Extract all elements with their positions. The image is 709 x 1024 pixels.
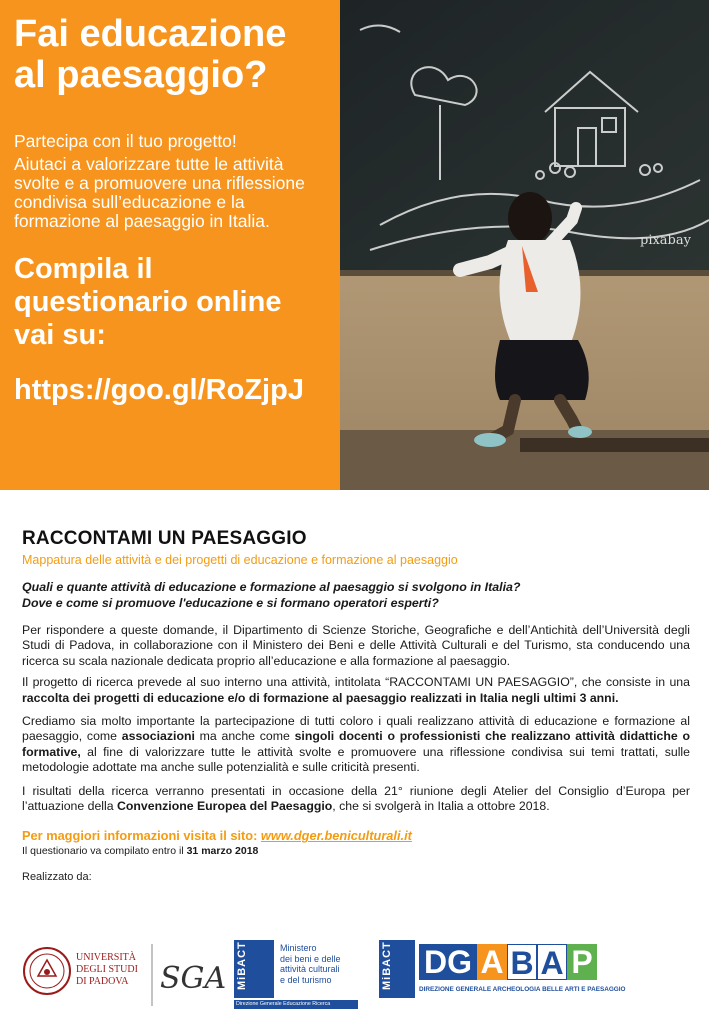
text-run-bold: singoli docenti o professionisti che realizzano attività didattiche o formative,	[22, 729, 690, 759]
logo-text: e del turismo	[280, 974, 332, 985]
hero-title-line: al paesaggio?	[14, 54, 268, 96]
ministry-bar: Direzione Generale Educazione Ricerca	[234, 1000, 358, 1009]
logo-text: DEGLI STUDI	[76, 964, 138, 975]
hero-intro-text: Aiutaci a valorizzare tutte le attività svolte e a promuovere una riflessione condivisa sull’educazione e la formazione al paesaggio in Italia.	[14, 154, 305, 231]
mibact-emblem-icon	[379, 940, 415, 998]
text-run: , che si svolgerà in Italia a ottobre 2018.	[332, 799, 550, 814]
dgabap-letter: B	[507, 944, 537, 980]
hero-cta-line: Compila il	[14, 253, 153, 285]
text-run-bold: associazioni	[121, 729, 195, 744]
more-info-label: Per maggiori informazioni visita il sito:	[22, 828, 261, 844]
chalkboard-photo	[340, 0, 709, 490]
text-run: Crediamo sia molto importante la partecipazione di tutti coloro i quali realizzano attività di educazione e formazione al paesaggio, come	[22, 714, 690, 744]
dgabap-letters	[419, 944, 597, 980]
chalkboard-illustration	[340, 0, 709, 490]
article-questions	[22, 579, 690, 611]
logo-text: DI PADOVA	[76, 976, 129, 987]
hero-title	[14, 14, 328, 96]
photo-watermark: pixabay	[640, 233, 691, 248]
deadline-label: Il questionario va compilato entro il	[22, 845, 187, 858]
hero-cta-line: questionario online	[14, 286, 282, 318]
hero-intro	[14, 132, 328, 231]
unipd-seal-icon	[22, 946, 72, 996]
partner-logos	[22, 938, 692, 1018]
question-line: Dove e come si promuove l'educazione e si formano operatori esperti?	[22, 596, 439, 610]
deadline	[22, 845, 690, 857]
mibact-education-logo	[234, 940, 364, 1010]
logo-text: attività culturali	[280, 964, 340, 974]
hero-intro-line: Partecipa con il tuo progetto!	[14, 131, 237, 151]
logo-text: UNIVERSITÀ	[76, 952, 136, 963]
text-run-bold: raccolta dei progetti di educazione e/o di formazione al paesaggio realizzati in Italia negli ultimi 3 anni.	[22, 690, 619, 705]
dgabap-logo	[379, 940, 689, 1010]
realized-by-label: Realizzato da:	[22, 871, 92, 884]
paragraph-participation	[22, 714, 690, 776]
article-title: RACCONTAMI UN PAESAGGIO	[22, 528, 307, 549]
dgabap-letter: A	[537, 944, 567, 980]
hero-cta	[14, 253, 328, 352]
dgabap-letter: A	[477, 944, 507, 980]
text-run: ma anche come	[194, 729, 295, 744]
text-run: al fine di valorizzare tutte le attività svolte e promuovere una riflessione condivisa sui temi trattati, sulle metodologie adottate ma anche sulle potenzialità e sulle criticità presenti.	[22, 744, 690, 775]
website-link[interactable]: www.dger.beniculturali.it	[260, 828, 412, 844]
article	[22, 528, 690, 883]
sga-logo	[150, 940, 227, 1010]
text-run: I risultati della ricerca verranno presentati in occasione della 21° riunione degli Atelier del Consiglio d’Europa per l’attuazione della	[22, 783, 690, 814]
article-subtitle: Mappatura delle attività e dei progetti di educazione e formazione al paesaggio	[22, 553, 458, 567]
logo-text: dei beni e delle	[280, 953, 341, 964]
mibact-vertical-text: MiBACT	[381, 941, 393, 990]
paragraph-intro: Per rispondere a queste domande, il Dipartimento di Scienze Storiche, Geografiche e dell’Antichità dell’Università degli Studi di Padova, in collaborazione con il Ministero dei Beni e delle Attività Culturali e del Turismo, sta conducendo una ricerca su scala nazionale dedicata proprio all’educazione e alla formazione al paesaggio.	[22, 623, 690, 668]
paragraph-project	[22, 675, 690, 706]
question-line: Quali e quante attività di educazione e formazione al paesaggio si svolgono in Italia?	[22, 580, 521, 594]
mibact-emblem-icon	[234, 940, 274, 998]
paragraph-results	[22, 784, 690, 815]
dgabap-letter: P	[567, 944, 597, 980]
text-run-bold: Convenzione Europea del Paesaggio	[117, 799, 333, 814]
ministry-name	[280, 943, 341, 985]
sga-text: SGA	[160, 961, 227, 996]
logo-text: Ministero	[280, 943, 317, 953]
text-run: Il progetto di ricerca prevede al suo interno una attività, intitolata “RACCONTAMI UN PAESAGGIO”, che consiste in una	[22, 675, 690, 690]
mibact-vertical-text: MiBACT	[236, 941, 248, 990]
hero-panel	[0, 0, 340, 490]
dgabap-letter: DG	[419, 944, 477, 980]
more-info	[22, 828, 690, 843]
survey-url-link[interactable]: https://goo.gl/RoZjpJ	[14, 374, 304, 406]
deadline-date: 31 marzo 2018	[186, 845, 259, 858]
hero-title-line: Fai educazione	[14, 13, 287, 55]
hero-cta-line: vai su:	[14, 319, 106, 351]
dgabap-caption: DIREZIONE GENERALE ARCHEOLOGIA BELLE ARTI E PAESAGGIO	[419, 986, 626, 993]
unipd-logo	[76, 952, 138, 988]
